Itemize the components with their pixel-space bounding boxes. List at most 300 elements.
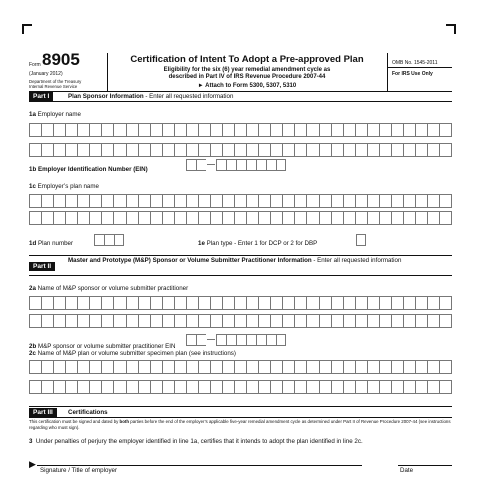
char-cell[interactable] [138, 380, 150, 394]
char-cell[interactable] [196, 334, 206, 346]
char-cell[interactable] [138, 143, 150, 157]
char-cell[interactable] [138, 314, 150, 328]
char-cell[interactable] [258, 296, 270, 310]
char-cell[interactable] [391, 194, 403, 208]
char-cell[interactable] [367, 211, 379, 225]
signature-line[interactable] [37, 465, 362, 466]
char-cell[interactable] [234, 296, 246, 310]
char-cell[interactable] [198, 360, 210, 374]
char-cell[interactable] [186, 143, 198, 157]
char-cell[interactable] [236, 334, 246, 346]
char-cell[interactable] [126, 143, 138, 157]
char-cell[interactable] [439, 211, 452, 225]
char-cell[interactable] [41, 314, 53, 328]
char-cell[interactable] [234, 143, 246, 157]
char-cell[interactable] [41, 296, 53, 310]
char-cell[interactable] [306, 360, 318, 374]
char-cell[interactable] [77, 123, 89, 137]
char-cell[interactable] [403, 380, 415, 394]
char-cell[interactable] [246, 211, 258, 225]
char-cell[interactable] [331, 143, 343, 157]
char-cell[interactable] [427, 314, 439, 328]
char-cell[interactable] [210, 143, 222, 157]
char-cell[interactable] [101, 194, 113, 208]
char-cell[interactable] [282, 194, 294, 208]
char-cell[interactable] [367, 296, 379, 310]
char-cell[interactable] [174, 380, 186, 394]
char-cell[interactable] [210, 296, 222, 310]
char-cell[interactable] [403, 296, 415, 310]
char-cell[interactable] [222, 380, 234, 394]
char-cell[interactable] [198, 211, 210, 225]
char-cell[interactable] [210, 314, 222, 328]
char-cell[interactable] [270, 194, 282, 208]
char-cell[interactable] [150, 314, 162, 328]
char-cell[interactable] [174, 360, 186, 374]
char-cell[interactable] [210, 360, 222, 374]
char-cell[interactable] [282, 123, 294, 137]
char-cell[interactable] [234, 194, 246, 208]
char-cell[interactable] [379, 360, 391, 374]
char-cell[interactable] [391, 123, 403, 137]
char-cell[interactable] [391, 211, 403, 225]
char-cell[interactable] [65, 123, 77, 137]
char-cell[interactable] [126, 360, 138, 374]
char-cell[interactable] [427, 296, 439, 310]
char-cell[interactable] [198, 194, 210, 208]
char-cell[interactable] [150, 194, 162, 208]
char-cell[interactable] [236, 159, 246, 171]
char-cell[interactable] [162, 211, 174, 225]
char-cell[interactable] [427, 360, 439, 374]
char-cell[interactable] [282, 143, 294, 157]
plan-number-field[interactable] [94, 234, 124, 246]
char-cell[interactable] [186, 123, 198, 137]
char-cell[interactable] [331, 194, 343, 208]
plan-name-row-2[interactable] [29, 211, 452, 225]
sponsor-name-row-1[interactable] [29, 296, 452, 310]
char-cell[interactable] [379, 194, 391, 208]
char-cell[interactable] [319, 143, 331, 157]
char-cell[interactable] [138, 296, 150, 310]
char-cell[interactable] [150, 143, 162, 157]
char-cell[interactable] [266, 334, 276, 346]
char-cell[interactable] [319, 123, 331, 137]
char-cell[interactable] [126, 380, 138, 394]
plan-specimen-row-2[interactable] [29, 380, 452, 394]
char-cell[interactable] [276, 334, 286, 346]
char-cell[interactable] [114, 234, 124, 246]
char-cell[interactable] [101, 211, 113, 225]
char-cell[interactable] [113, 314, 125, 328]
char-cell[interactable] [355, 380, 367, 394]
char-cell[interactable] [126, 314, 138, 328]
char-cell[interactable] [101, 296, 113, 310]
char-cell[interactable] [29, 123, 41, 137]
char-cell[interactable] [113, 211, 125, 225]
char-cell[interactable] [367, 143, 379, 157]
char-cell[interactable] [113, 296, 125, 310]
char-cell[interactable] [439, 296, 452, 310]
char-cell[interactable] [276, 159, 286, 171]
char-cell[interactable] [29, 314, 41, 328]
char-cell[interactable] [355, 123, 367, 137]
char-cell[interactable] [379, 380, 391, 394]
char-cell[interactable] [65, 296, 77, 310]
char-cell[interactable] [222, 211, 234, 225]
char-cell[interactable] [65, 314, 77, 328]
char-cell[interactable] [246, 314, 258, 328]
char-cell[interactable] [222, 123, 234, 137]
char-cell[interactable] [138, 194, 150, 208]
char-cell[interactable] [234, 314, 246, 328]
char-cell[interactable] [306, 194, 318, 208]
char-cell[interactable] [174, 143, 186, 157]
plan-name-row-1[interactable] [29, 194, 452, 208]
char-cell[interactable] [258, 211, 270, 225]
char-cell[interactable] [331, 211, 343, 225]
char-cell[interactable] [379, 314, 391, 328]
char-cell[interactable] [89, 360, 101, 374]
char-cell[interactable] [113, 194, 125, 208]
char-cell[interactable] [222, 360, 234, 374]
char-cell[interactable] [379, 296, 391, 310]
char-cell[interactable] [379, 123, 391, 137]
char-cell[interactable] [270, 123, 282, 137]
char-cell[interactable] [174, 194, 186, 208]
char-cell[interactable] [391, 380, 403, 394]
char-cell[interactable] [270, 380, 282, 394]
char-cell[interactable] [246, 360, 258, 374]
char-cell[interactable] [270, 211, 282, 225]
char-cell[interactable] [186, 314, 198, 328]
char-cell[interactable] [331, 123, 343, 137]
char-cell[interactable] [258, 380, 270, 394]
char-cell[interactable] [256, 159, 266, 171]
char-cell[interactable] [77, 194, 89, 208]
char-cell[interactable] [234, 380, 246, 394]
char-cell[interactable] [427, 211, 439, 225]
char-cell[interactable] [53, 123, 65, 137]
char-cell[interactable] [270, 143, 282, 157]
char-cell[interactable] [113, 380, 125, 394]
char-cell[interactable] [256, 334, 266, 346]
char-cell[interactable] [198, 296, 210, 310]
char-cell[interactable] [246, 194, 258, 208]
char-cell[interactable] [415, 380, 427, 394]
char-cell[interactable] [343, 211, 355, 225]
char-cell[interactable] [210, 380, 222, 394]
char-cell[interactable] [53, 360, 65, 374]
char-cell[interactable] [89, 380, 101, 394]
char-cell[interactable] [77, 143, 89, 157]
char-cell[interactable] [270, 314, 282, 328]
char-cell[interactable] [198, 314, 210, 328]
char-cell[interactable] [77, 380, 89, 394]
char-cell[interactable] [306, 314, 318, 328]
char-cell[interactable] [53, 314, 65, 328]
char-cell[interactable] [216, 334, 226, 346]
char-cell[interactable] [294, 143, 306, 157]
char-cell[interactable] [174, 123, 186, 137]
char-cell[interactable] [198, 380, 210, 394]
char-cell[interactable] [89, 296, 101, 310]
char-cell[interactable] [391, 143, 403, 157]
char-cell[interactable] [319, 211, 331, 225]
char-cell[interactable] [162, 296, 174, 310]
char-cell[interactable] [138, 123, 150, 137]
char-cell[interactable] [101, 360, 113, 374]
char-cell[interactable] [222, 143, 234, 157]
char-cell[interactable] [367, 194, 379, 208]
char-cell[interactable] [403, 360, 415, 374]
plan-specimen-row-1[interactable] [29, 360, 452, 374]
char-cell[interactable] [89, 194, 101, 208]
char-cell[interactable] [150, 380, 162, 394]
char-cell[interactable] [391, 360, 403, 374]
char-cell[interactable] [65, 211, 77, 225]
char-cell[interactable] [343, 123, 355, 137]
char-cell[interactable] [427, 123, 439, 137]
char-cell[interactable] [198, 143, 210, 157]
char-cell[interactable] [246, 159, 256, 171]
char-cell[interactable] [294, 296, 306, 310]
char-cell[interactable] [355, 360, 367, 374]
char-cell[interactable] [258, 123, 270, 137]
char-cell[interactable] [343, 360, 355, 374]
char-cell[interactable] [126, 194, 138, 208]
char-cell[interactable] [246, 123, 258, 137]
char-cell[interactable] [391, 314, 403, 328]
char-cell[interactable] [234, 211, 246, 225]
char-cell[interactable] [53, 296, 65, 310]
char-cell[interactable] [150, 123, 162, 137]
char-cell[interactable] [331, 296, 343, 310]
char-cell[interactable] [306, 380, 318, 394]
char-cell[interactable] [186, 194, 198, 208]
employer-name-row-2[interactable] [29, 143, 452, 157]
char-cell[interactable] [439, 143, 452, 157]
char-cell[interactable] [294, 380, 306, 394]
char-cell[interactable] [343, 194, 355, 208]
char-cell[interactable] [162, 360, 174, 374]
char-cell[interactable] [186, 211, 198, 225]
char-cell[interactable] [439, 380, 452, 394]
char-cell[interactable] [29, 296, 41, 310]
char-cell[interactable] [439, 123, 452, 137]
char-cell[interactable] [113, 123, 125, 137]
char-cell[interactable] [367, 360, 379, 374]
char-cell[interactable] [391, 296, 403, 310]
char-cell[interactable] [174, 314, 186, 328]
char-cell[interactable] [294, 314, 306, 328]
char-cell[interactable] [101, 123, 113, 137]
char-cell[interactable] [355, 296, 367, 310]
char-cell[interactable] [53, 194, 65, 208]
char-cell[interactable] [270, 360, 282, 374]
char-cell[interactable] [222, 296, 234, 310]
char-cell[interactable] [101, 143, 113, 157]
employer-ein-field[interactable] [186, 159, 286, 171]
char-cell[interactable] [282, 360, 294, 374]
char-cell[interactable] [319, 360, 331, 374]
char-cell[interactable] [258, 314, 270, 328]
char-cell[interactable] [65, 194, 77, 208]
char-cell[interactable] [210, 211, 222, 225]
char-cell[interactable] [89, 314, 101, 328]
char-cell[interactable] [150, 360, 162, 374]
char-cell[interactable] [415, 360, 427, 374]
char-cell[interactable] [174, 211, 186, 225]
char-cell[interactable] [355, 194, 367, 208]
char-cell[interactable] [65, 380, 77, 394]
char-cell[interactable] [150, 296, 162, 310]
char-cell[interactable] [41, 123, 53, 137]
char-cell[interactable] [270, 296, 282, 310]
char-cell[interactable] [77, 296, 89, 310]
char-cell[interactable] [331, 360, 343, 374]
char-cell[interactable] [282, 380, 294, 394]
char-cell[interactable] [282, 314, 294, 328]
char-cell[interactable] [367, 380, 379, 394]
char-cell[interactable] [126, 296, 138, 310]
char-cell[interactable] [355, 143, 367, 157]
char-cell[interactable] [258, 194, 270, 208]
char-cell[interactable] [331, 380, 343, 394]
char-cell[interactable] [282, 296, 294, 310]
employer-name-row-1[interactable] [29, 123, 452, 137]
char-cell[interactable] [294, 360, 306, 374]
char-cell[interactable] [89, 143, 101, 157]
char-cell[interactable] [343, 143, 355, 157]
char-cell[interactable] [343, 380, 355, 394]
char-cell[interactable] [174, 296, 186, 310]
char-cell[interactable] [94, 234, 104, 246]
char-cell[interactable] [403, 194, 415, 208]
char-cell[interactable] [162, 143, 174, 157]
char-cell[interactable] [294, 211, 306, 225]
char-cell[interactable] [198, 123, 210, 137]
char-cell[interactable] [379, 211, 391, 225]
char-cell[interactable] [427, 194, 439, 208]
char-cell[interactable] [415, 296, 427, 310]
char-cell[interactable] [439, 194, 452, 208]
char-cell[interactable] [367, 314, 379, 328]
char-cell[interactable] [53, 143, 65, 157]
char-cell[interactable] [89, 123, 101, 137]
char-cell[interactable] [234, 123, 246, 137]
char-cell[interactable] [77, 211, 89, 225]
char-cell[interactable] [294, 194, 306, 208]
char-cell[interactable] [246, 143, 258, 157]
char-cell[interactable] [53, 211, 65, 225]
char-cell[interactable] [415, 194, 427, 208]
char-cell[interactable] [266, 159, 276, 171]
char-cell[interactable] [210, 123, 222, 137]
char-cell[interactable] [319, 380, 331, 394]
char-cell[interactable] [29, 194, 41, 208]
char-cell[interactable] [403, 143, 415, 157]
char-cell[interactable] [258, 143, 270, 157]
char-cell[interactable] [343, 296, 355, 310]
char-cell[interactable] [29, 211, 41, 225]
char-cell[interactable] [439, 360, 452, 374]
char-cell[interactable] [29, 380, 41, 394]
char-cell[interactable] [186, 334, 196, 346]
char-cell[interactable] [65, 360, 77, 374]
date-line[interactable] [398, 465, 452, 466]
char-cell[interactable] [306, 143, 318, 157]
char-cell[interactable] [246, 334, 256, 346]
char-cell[interactable] [53, 380, 65, 394]
char-cell[interactable] [306, 211, 318, 225]
char-cell[interactable] [226, 159, 236, 171]
char-cell[interactable] [41, 211, 53, 225]
char-cell[interactable] [282, 211, 294, 225]
char-cell[interactable] [186, 296, 198, 310]
char-cell[interactable] [246, 380, 258, 394]
char-cell[interactable] [319, 314, 331, 328]
char-cell[interactable] [331, 314, 343, 328]
char-cell[interactable] [427, 143, 439, 157]
char-cell[interactable] [294, 123, 306, 137]
char-cell[interactable] [222, 194, 234, 208]
char-cell[interactable] [101, 314, 113, 328]
char-cell[interactable] [415, 211, 427, 225]
char-cell[interactable] [246, 296, 258, 310]
char-cell[interactable] [306, 123, 318, 137]
char-cell[interactable] [89, 211, 101, 225]
char-cell[interactable] [319, 296, 331, 310]
char-cell[interactable] [186, 360, 198, 374]
char-cell[interactable] [319, 194, 331, 208]
char-cell[interactable] [29, 143, 41, 157]
char-cell[interactable] [222, 314, 234, 328]
char-cell[interactable] [403, 123, 415, 137]
char-cell[interactable] [186, 159, 196, 171]
char-cell[interactable] [355, 211, 367, 225]
char-cell[interactable] [427, 380, 439, 394]
char-cell[interactable] [77, 360, 89, 374]
char-cell[interactable] [415, 123, 427, 137]
char-cell[interactable] [41, 143, 53, 157]
char-cell[interactable] [126, 123, 138, 137]
char-cell[interactable] [258, 360, 270, 374]
plan-type-field[interactable] [356, 234, 366, 246]
char-cell[interactable] [150, 211, 162, 225]
char-cell[interactable] [439, 314, 452, 328]
char-cell[interactable] [162, 123, 174, 137]
char-cell[interactable] [126, 211, 138, 225]
char-cell[interactable] [41, 194, 53, 208]
char-cell[interactable] [162, 314, 174, 328]
char-cell[interactable] [403, 314, 415, 328]
char-cell[interactable] [162, 380, 174, 394]
char-cell[interactable] [343, 314, 355, 328]
char-cell[interactable] [356, 234, 366, 246]
char-cell[interactable] [29, 360, 41, 374]
char-cell[interactable] [41, 380, 53, 394]
char-cell[interactable] [234, 360, 246, 374]
char-cell[interactable] [104, 234, 114, 246]
char-cell[interactable] [415, 143, 427, 157]
char-cell[interactable] [41, 360, 53, 374]
char-cell[interactable] [379, 143, 391, 157]
char-cell[interactable] [306, 296, 318, 310]
char-cell[interactable] [77, 314, 89, 328]
char-cell[interactable] [367, 123, 379, 137]
char-cell[interactable] [216, 159, 226, 171]
